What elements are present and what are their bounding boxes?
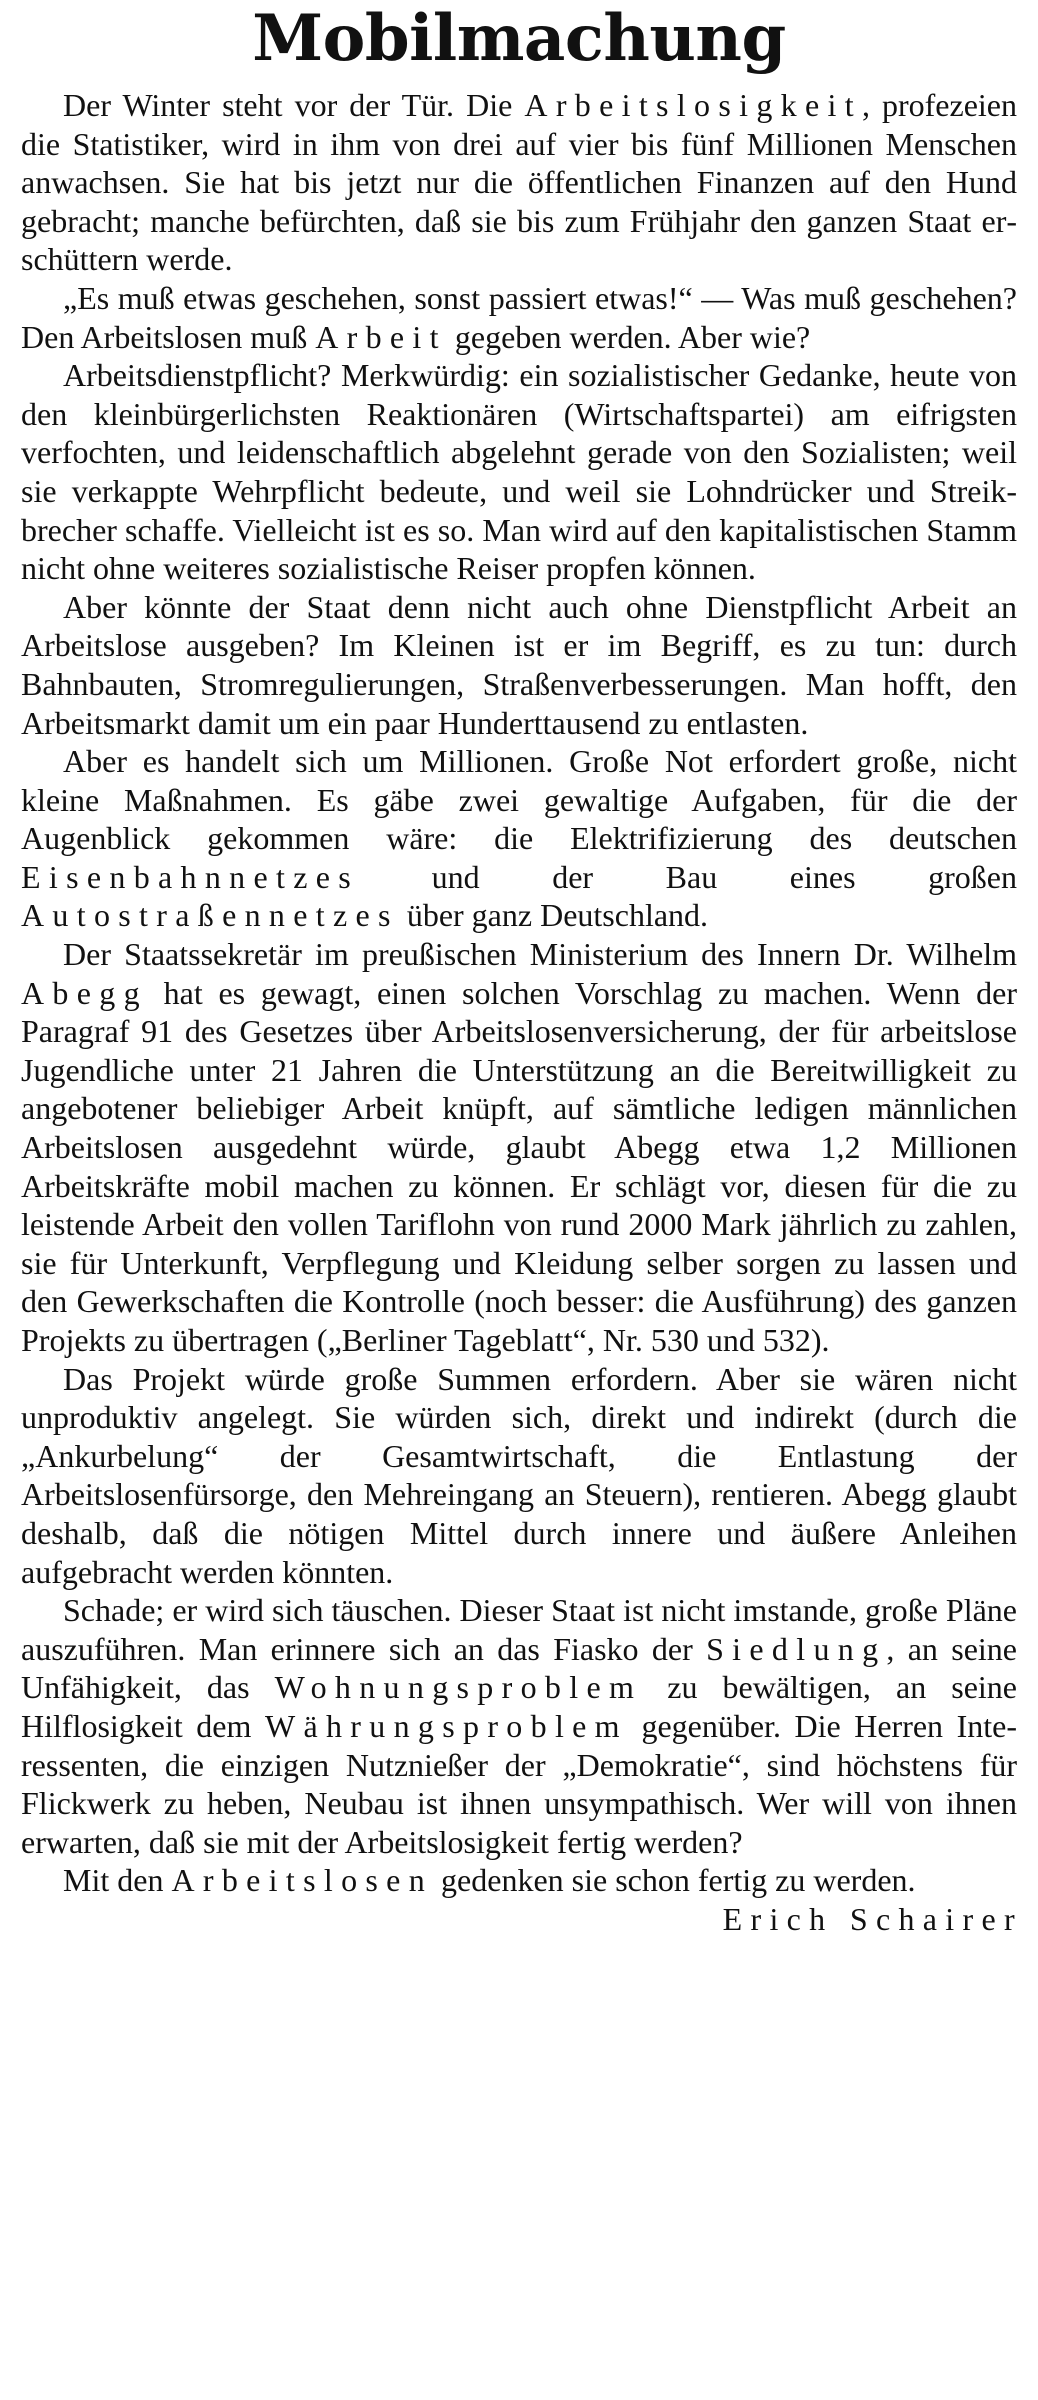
emphasized-text: Eisenbahnnetzes	[21, 858, 360, 895]
paragraph-text: Arbeitsdienstpflicht? Merkwürdig: ein sozialistischer Gedanke, heute von den kleinbürgerlichsten Reaktionären (Wirtschaftspartei) am eifrigsten verfochten, und leidenschaftlich abgelehnt gerade von den Sozialisten; weil sie verkappte Wehrpflicht bedeute, und weil sie Lohndrücker und Streikbrecher schaffe. Vielleicht ist es so. Man wird auf den kapitalistischen Stamm nicht ohne weiteres sozialistische Reiser propfen können.	[21, 357, 1017, 587]
emphasized-text: Abegg	[21, 974, 148, 1011]
emphasized-text: Siedlung	[706, 1630, 887, 1667]
paragraph-text: Das Projekt würde große Summen erfordern. Aber sie wären nicht unproduktiv angelegt. Sie würden sich, direkt und indirekt (durch die „Ankurbelung“ der Gesamtwirtschaft, die Entlastung der Arbeitslosenfürsorge, den Mehreingang an Steuern), rentieren. Abegg glaubt deshalb, daß die nötigen Mittel durch innere und äußere Anleihen aufgebracht werden könnten.	[21, 1360, 1017, 1590]
paragraph-text: „Es muß etwas geschehen, sonst passiert etwas!“ — Was muß geschehen? Den Arbeitslosen muß	[21, 279, 1017, 355]
emphasized-text: Autostraßennetzes	[21, 897, 399, 934]
article-title: Mobilmachung	[252, 1, 786, 76]
article-paragraph	[21, 742, 1017, 935]
closing-text-end: gedenken sie schon fertig zu werden.	[433, 1862, 916, 1899]
article-paragraph	[21, 279, 1017, 356]
paragraph-text: Aber es handelt sich um Millionen. Große Not erfordert große, nicht kleine Maßnahmen. Es gäbe zwei gewaltige Aufgaben, für die der Augenblick gekommen wäre: die Elektrifizierung des deutschen	[21, 743, 1017, 857]
article-paragraph	[21, 356, 1017, 588]
author-signature: Erich Schairer	[722, 1900, 1023, 1937]
paragraph-text: Der Staatssekretär im preußischen Ministerium des Innern Dr. Wilhelm	[63, 936, 1017, 973]
paragraph-text: , an seine Unfähigkeit, das	[21, 1630, 1018, 1706]
paragraph-text: zu bewältigen, an seine Hilflosigkeit dem	[21, 1669, 1018, 1744]
paragraph-text: hat es gewagt, einen solchen Vorschlag zu machen. Wenn der Paragraf 91 des Gesetzes über Arbeitslosenversicherung, der für arbeitslose Jugendliche unter 21 Jahren die Unterstützung an die Bereitwilligkeit zu angebotener beliebiger Arbeit knüpft, auf sämtliche ledigen männlichen Arbeitslosen ausgedehnt würde, glaubt Abegg etwa 1,2 Millionen Arbeitskräfte mobil machen zu können. Er schlägt vor, diesen für die zu leistende Arbeit den vollen Tariflohn von rund 2000 Mark jährlich zu zahlen, sie für Unterkunft, Verpflegung und Kleidung selber sorgen zu lassen und den Gewerkschaften die Kontrolle (noch besser: die Ausführung) des ganzen Projekts zu übertragen („Berliner Tageblatt“, Nr. 530 und 532).	[21, 974, 1017, 1358]
article-paragraph	[21, 86, 1017, 279]
article-paragraph	[21, 1591, 1017, 1861]
closing-text-start: Mit den	[63, 1862, 172, 1899]
paragraph-text: Der Winter steht vor der Tür. Die	[63, 87, 525, 123]
paragraph-text: Schade; er wird sich täuschen. Dieser Staat ist nicht imstande, große Pläne auszuführen. Man erinnere sich an das Fiasko der	[21, 1592, 1017, 1667]
paragraph-text: gegenüber. Die Herren Interessenten, die einzigen Nutznießer der „Demokratie“, sind höchstens für Flickwerk zu heben, Neubau ist ihnen unsympathisch. Wer will von ihnen erwarten, daß sie mit der Arbeitslosigkeit fertig werden?	[21, 1707, 1017, 1860]
article-paragraph	[21, 1360, 1017, 1592]
article-paragraph	[21, 588, 1017, 742]
closing-paragraph	[21, 1861, 1023, 1937]
paragraph-text: über ganz Deutschland.	[398, 897, 709, 934]
emphasized-text: Arbeit	[315, 318, 447, 355]
article-body	[21, 86, 1023, 1937]
emphasized-text: Wohnungsproblem	[274, 1669, 643, 1706]
paragraph-text: und der Bau eines großen	[359, 858, 1017, 895]
emphasized-text: Währungsproblem	[264, 1707, 628, 1744]
paragraph-text: , profezeien die Statistiker, wird in ihm von drei auf vier bis fünf Millionen Menschen anwachsen. Sie hat bis jetzt nur die öffentlichen Finanzen auf den Hund gebracht; manche befürchten, daß sie bis zum Frühjahr den ganzen Staat erschüttern werde.	[21, 87, 1018, 278]
paragraph-text: gegeben werden. Aber wie?	[446, 318, 811, 355]
emphasized-text: Arbeitslosigkeit	[524, 87, 862, 123]
paragraph-text: Aber könnte der Staat denn nicht auch ohne Dienstpflicht Arbeit an Arbeitslose ausgeben? Im Kleinen ist er im Begriff, es zu tun: durch Bahnbauten, Stromregulierungen, Straßenverbesserungen. Man hofft, den Arbeitsmarkt damit um ein paar Hunderttausend zu entlasten.	[21, 588, 1017, 741]
article-paragraph	[21, 935, 1017, 1360]
closing-emphasis: Arbeitslosen	[171, 1862, 434, 1899]
